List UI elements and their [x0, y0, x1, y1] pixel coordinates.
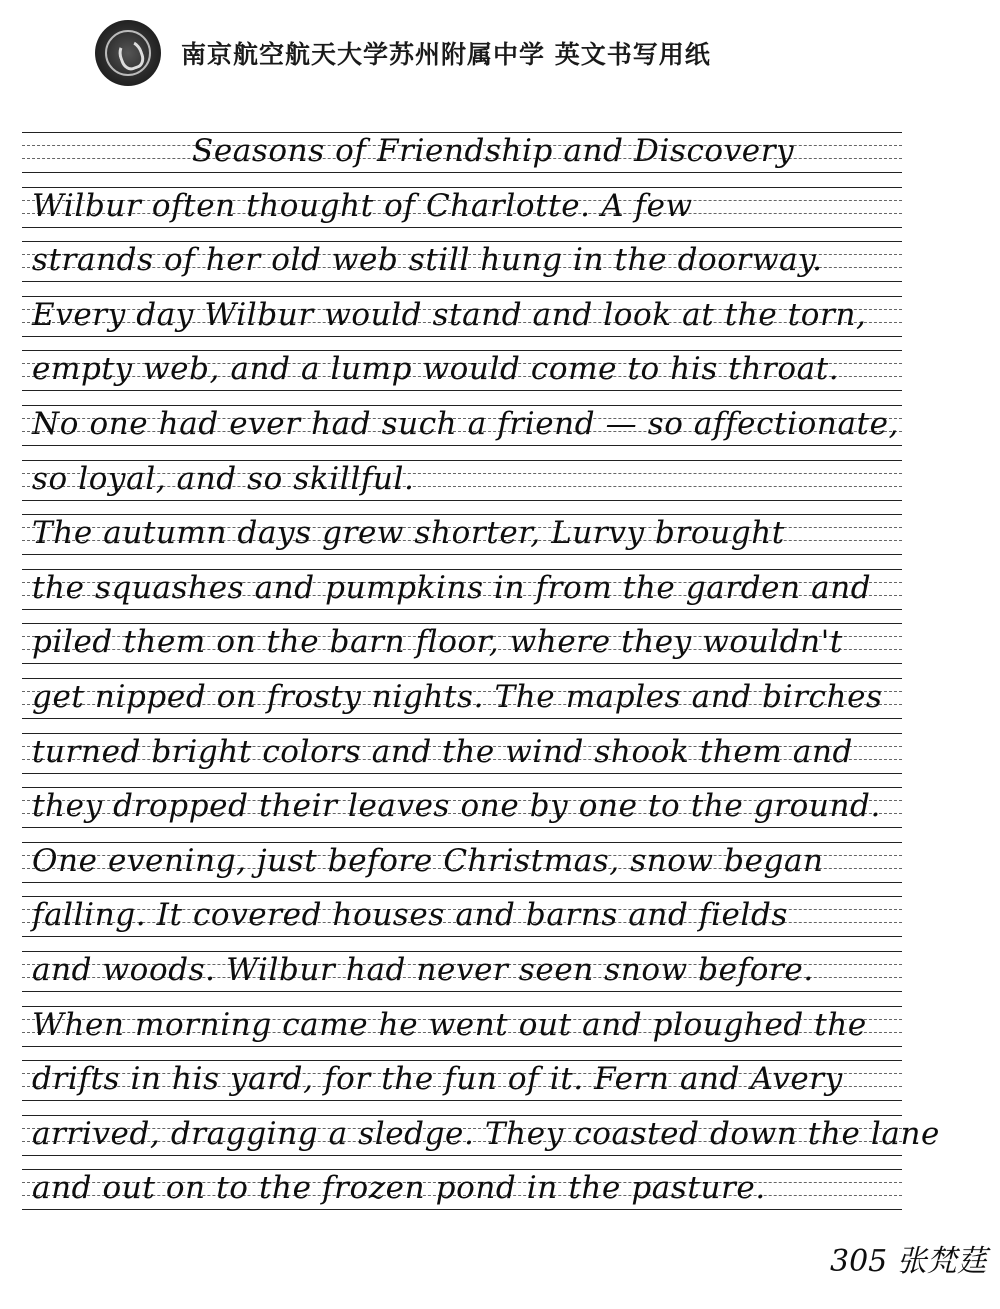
ruled-line-band — [22, 678, 902, 720]
ruling-line — [22, 500, 902, 501]
essay-line: falling. It covered houses and barns and fields — [32, 897, 788, 934]
ruling-line — [22, 172, 902, 173]
ruled-line-band — [22, 460, 902, 502]
ruled-line-band — [22, 787, 902, 829]
ruled-line-band — [22, 951, 902, 993]
ruling-line — [22, 1046, 902, 1047]
ruling-line — [22, 554, 902, 555]
ruled-line-band — [22, 132, 902, 174]
ruling-line — [22, 936, 902, 937]
essay-line: Wilbur often thought of Charlotte. A few — [32, 187, 693, 224]
essay-title: Seasons of Friendship and Discovery — [192, 133, 795, 169]
school-title: 南京航空航天大学苏州附属中学 英文书写用纸 — [181, 40, 711, 69]
ruling-line — [22, 609, 902, 610]
essay-line: piled them on the barn floor, where they wouldn't — [32, 624, 843, 661]
essay-line: Every day Wilbur would stand and look at the torn, — [32, 296, 867, 333]
ruling-line — [22, 718, 902, 719]
ruling-line — [22, 390, 902, 391]
ruled-line-band — [22, 733, 902, 775]
ruling-line — [22, 445, 902, 446]
ruled-line-band — [22, 1060, 902, 1102]
essay-line: drifts in his yard, for the fun of it. Fern and Avery — [32, 1061, 843, 1098]
ruling-line — [22, 336, 902, 337]
essay-line: turned bright colors and the wind shook them and — [32, 733, 853, 770]
ruling-line — [22, 1209, 902, 1210]
ruling-line — [22, 1100, 902, 1101]
ruling-line — [22, 227, 902, 228]
essay-line: get nipped on frosty nights. The maples and birches — [32, 679, 883, 715]
essay-line: empty web, and a lump would come to his throat. — [32, 351, 840, 388]
ruling-line — [22, 991, 902, 992]
essay-line: The autumn days grew shorter, Lurvy brought — [32, 515, 785, 552]
essay-line: and woods. Wilbur had never seen snow before. — [32, 952, 814, 988]
essay-line: When morning came he went out and ploughed the — [32, 1006, 867, 1043]
ruling-line — [22, 1155, 902, 1156]
ruling-line — [22, 773, 902, 774]
ruled-line-band — [22, 569, 902, 611]
essay-line: they dropped their leaves one by one to the ground. — [32, 788, 881, 825]
ruled-line-band — [22, 405, 902, 447]
ruled-line-band — [22, 350, 902, 392]
essay-line: One evening, just before Christmas, snow began — [32, 842, 824, 879]
ruled-line-band — [22, 514, 902, 556]
essay-line: and out on to the frozen pond in the pasture. — [32, 1170, 766, 1207]
ruling-line — [22, 663, 902, 664]
ruled-line-band — [22, 842, 902, 884]
signature: 305 张梵莛 — [830, 1244, 987, 1279]
essay-line: arrived, dragging a sledge. They coasted down the lane — [32, 1115, 940, 1152]
ruled-line-band — [22, 241, 902, 283]
ruling-line — [22, 827, 902, 828]
ruled-line-band — [22, 187, 902, 229]
ruling-line — [22, 281, 902, 282]
essay-line: the squashes and pumpkins in from the garden and — [32, 569, 872, 606]
ruled-line-band — [22, 623, 902, 665]
ruled-line-band — [22, 296, 902, 338]
ruled-line-band — [22, 1006, 902, 1048]
essay-line: strands of her old web still hung in the doorway. — [32, 242, 823, 279]
essay-line: so loyal, and so skillful. — [32, 460, 415, 497]
ruled-line-band — [22, 1115, 940, 1157]
essay-line: No one had ever had such a friend — so affectionate, — [32, 406, 900, 442]
ruled-line-band — [22, 896, 902, 938]
ruled-line-band — [22, 1169, 902, 1211]
ruling-line — [22, 882, 902, 883]
